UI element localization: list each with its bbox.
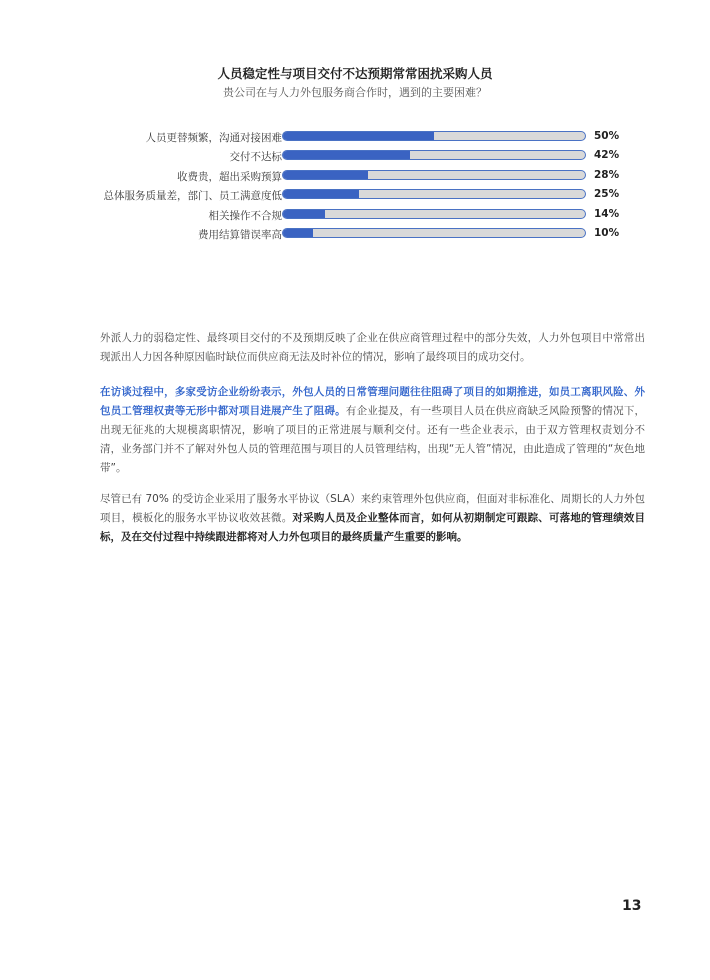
bar-row [0,147,710,166]
bar [283,171,368,179]
paragraph-3-text: 尽管已有 70% 的受访企业采用了服务水平协议（SLA）来约束管理外包供应商，但面对非标准化、周期长的人力外包项目，模板化的服务水平协议收效甚微。 [100,493,645,524]
chart-subtitle: 贵公司在与人力外包服务商合作时，遇到的主要困难？ [223,86,487,99]
paragraph-2-highlight: 在访谈过程中，多家受访企业纷纷表示，外包人员的日常管理问题往往阻碍了项目的如期推进，如员工离职风险、外包员工管理权责等无形中都对项目进展产生了阻碍。 [100,386,645,417]
bar-track [282,209,586,219]
paragraph-3 [100,490,645,547]
paragraph-2-text: 有企业提及，有一些项目人员在供应商缺乏风险预警的情况下，出现无征兆的大规模离职情况，影响了项目的正常进展与顺利交付。还有一些企业表示，由于双方管理权责划分不清，业务部门并不了解对外包人员的管理范围与项目的人员管理结构，出现“无人管”情况，由此造成了管理的“灰色地带”。 [100,405,646,474]
chart-title: 人员稳定性与项目交付不达预期常常困扰采购人员 [217,66,493,81]
bar-value-label: 25% [594,188,620,201]
paragraph-3-bold: 对采购人员及企业整体而言，如何从初期制定可跟踪、可落地的管理绩效目标，及在交付过程中持续跟进都将对人力外包项目的最终质量产生重要的影响。 [100,512,646,543]
bar-value-label: 14% [594,207,620,220]
bar-track [282,170,586,180]
bar-label: 相关操作不合规 [208,209,282,222]
bar-label: 交付不达标 [229,151,282,164]
bar-value-label: 10% [594,227,620,239]
bar-value-label: 28% [594,168,620,181]
bar [283,210,325,218]
bar-track [282,150,586,160]
bar-label: 人员更替频繁，沟通对接困难 [145,132,282,144]
bar-track [282,131,586,141]
bar-row [0,206,710,225]
bar-row [0,186,710,205]
bar-value-label: 42% [594,149,620,162]
paragraph-2 [100,383,645,478]
page-number: 13 [622,898,642,914]
bar [283,132,434,140]
paragraph-1 [100,329,645,367]
paragraph-1-text: 外派人力的弱稳定性、最终项目交付的不及预期反映了企业在供应商管理过程中的部分失效，人力外包项目中常常出现派出人力因各种原因临时缺位而供应商无法及时补位的情况，影响了最终项目的成功交付。 [100,332,645,363]
bar [283,151,410,159]
bar-track [282,189,586,199]
bar-track [282,228,586,238]
bar-label: 费用结算错误率高 [198,229,282,241]
bar-label: 收费贵，超出采购预算 [177,170,282,183]
bar-label: 总体服务质量差，部门、员工满意度低 [103,190,282,203]
bar-row [0,167,710,186]
bar-row [0,128,710,147]
bar [283,190,359,198]
bar [283,229,313,237]
bar-row [0,225,710,244]
bar-chart [0,128,710,248]
bar-value-label: 50% [594,130,620,142]
